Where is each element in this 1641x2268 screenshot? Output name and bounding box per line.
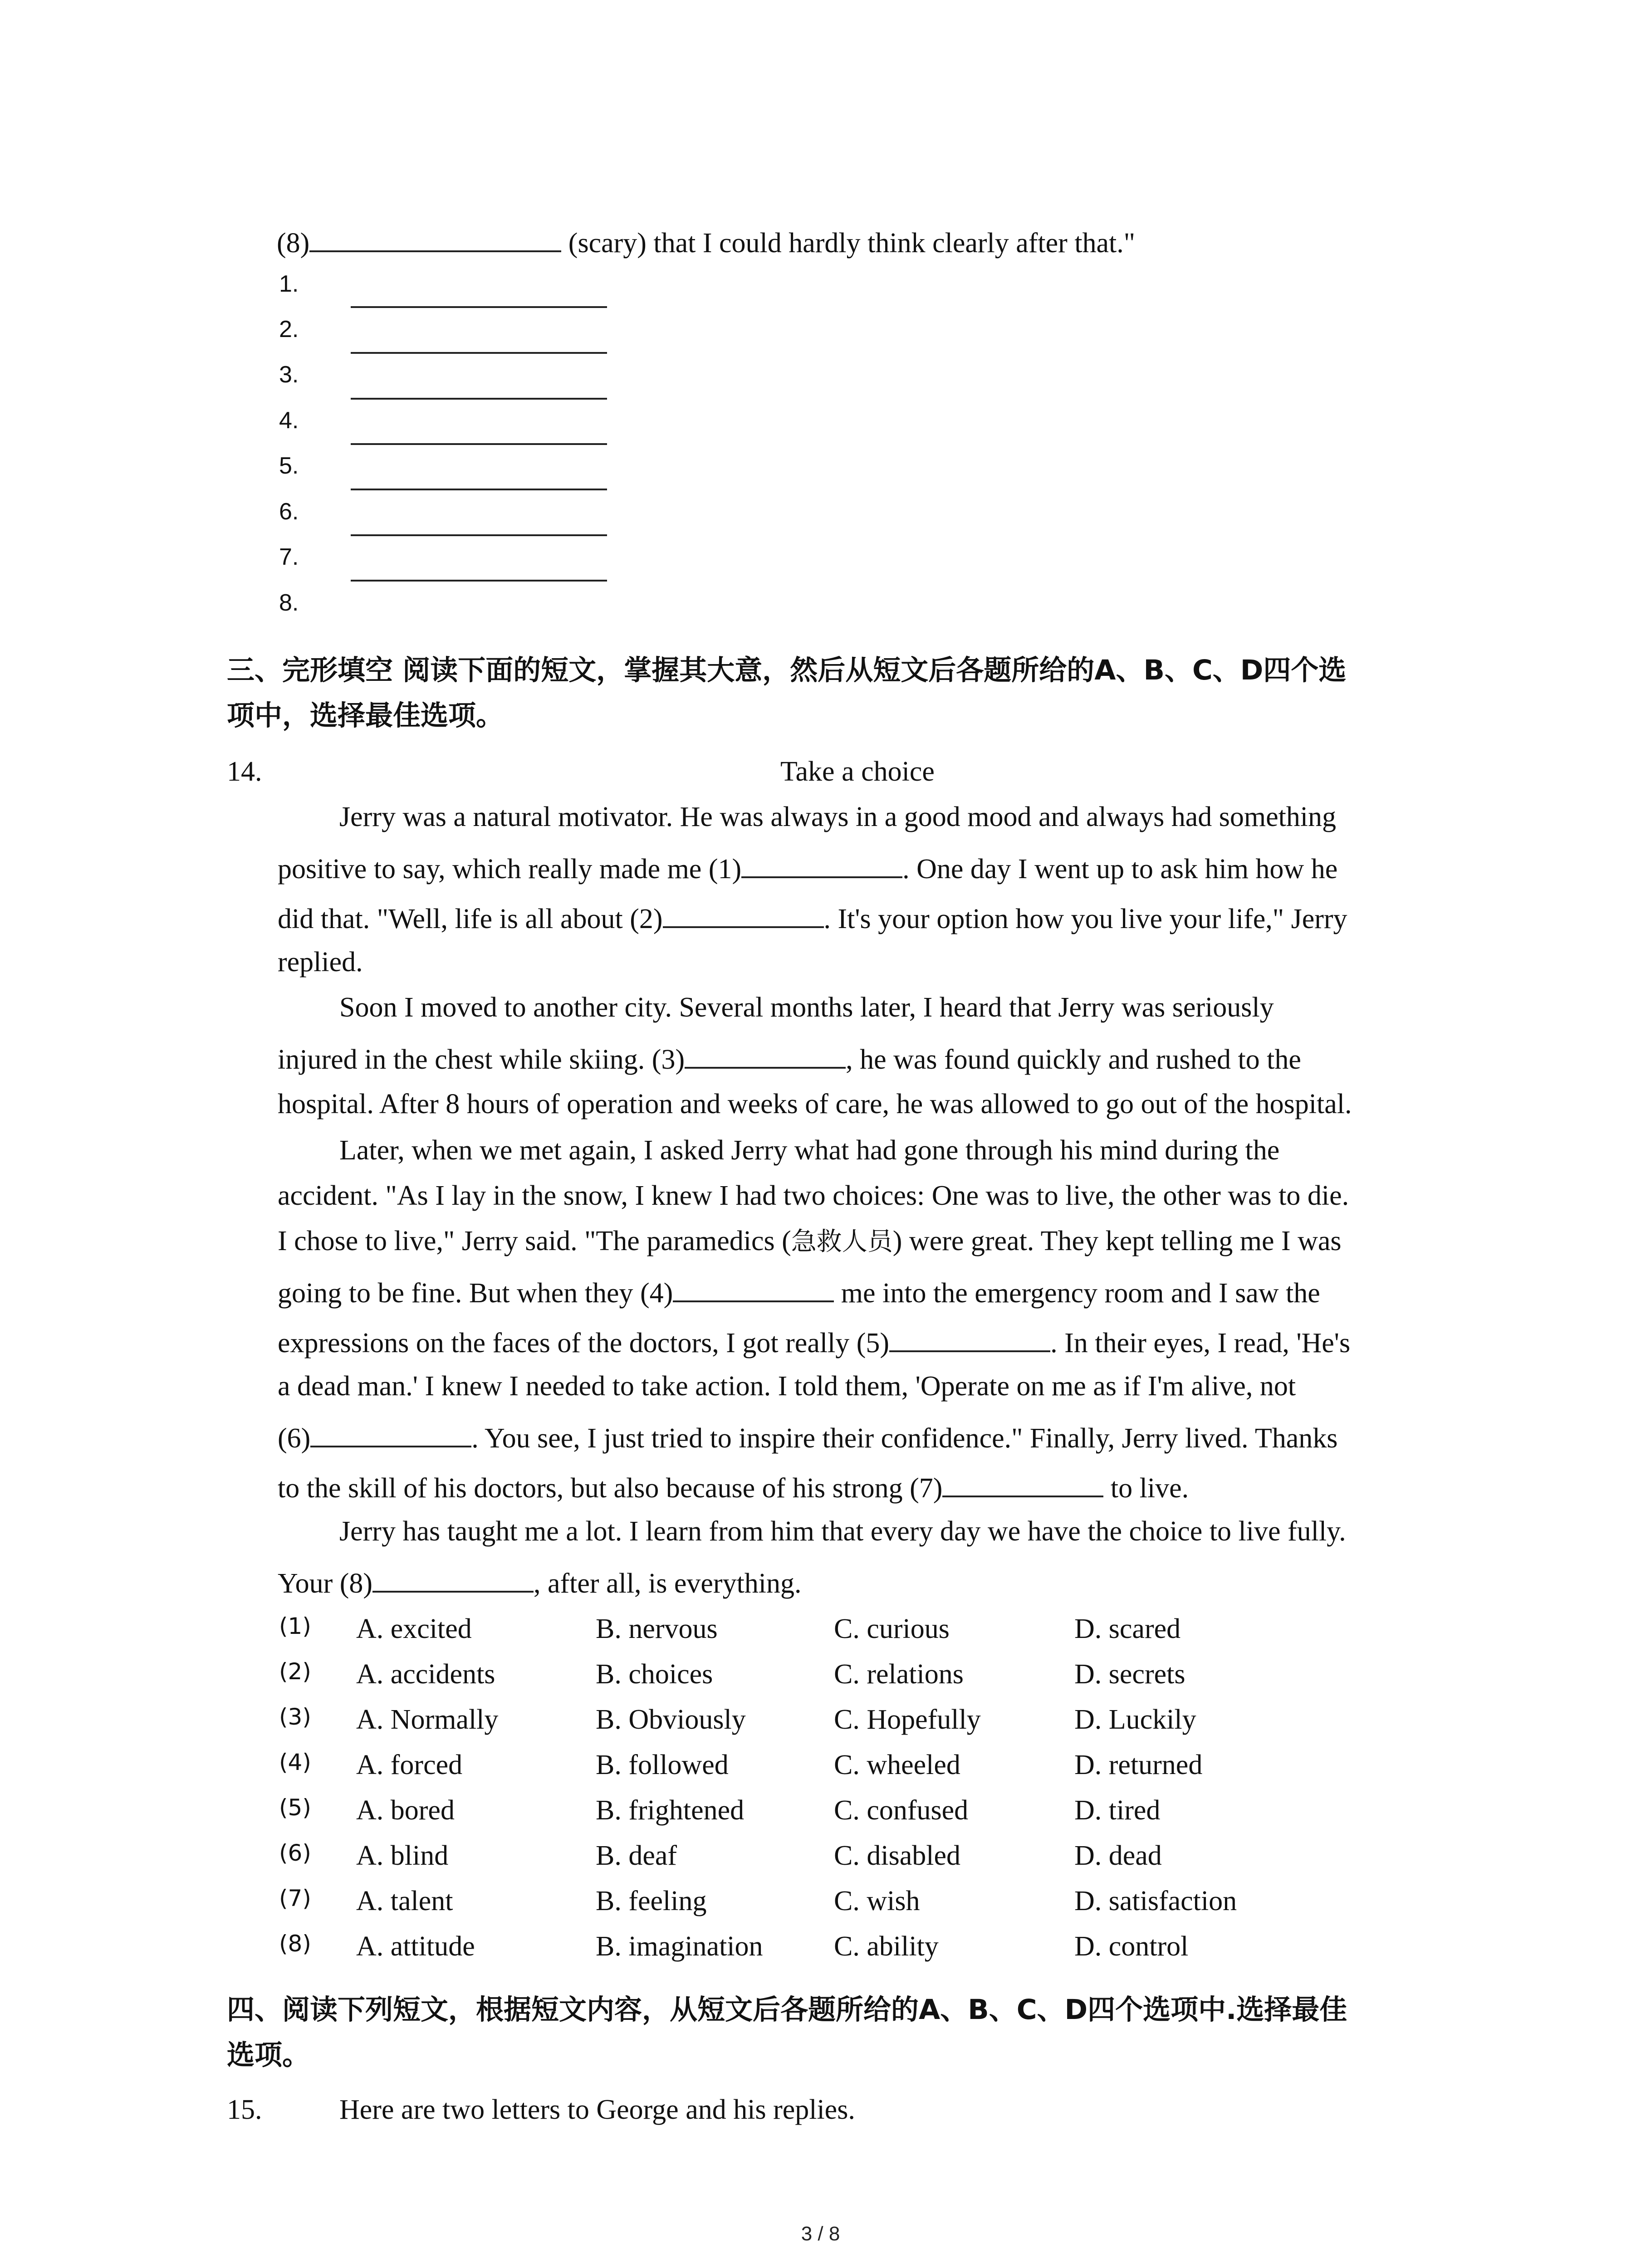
cloze-blank-5[interactable] — [889, 1327, 1050, 1352]
passage-text: . You see, I just tried to inspire their confidence." Finally, Jerry lived. Thanks — [471, 1423, 1338, 1454]
passage-line — [278, 1043, 1301, 1074]
option-a[interactable]: A. forced — [356, 1750, 463, 1780]
option-b[interactable]: B. feeling — [596, 1886, 707, 1916]
option-d[interactable]: D. returned — [1074, 1750, 1203, 1780]
option-d[interactable]: D. scared — [1074, 1613, 1181, 1644]
passage-text: injured in the chest while skiing. (3) — [278, 1044, 685, 1075]
option-c[interactable]: C. wish — [834, 1886, 920, 1916]
option-d[interactable]: D. tired — [1074, 1795, 1161, 1826]
option-row-number: (6) — [279, 1840, 311, 1866]
passage-line — [278, 1422, 1337, 1452]
q13-tail-text: (scary) that I could hardly think clearly after that." — [561, 228, 1136, 259]
passage-line — [278, 903, 1347, 933]
passage-line: hospital. After 8 hours of operation and weeks of care, he was allowed to go out of the hospital. — [278, 1089, 1352, 1119]
cloze-blank-3[interactable] — [685, 1043, 846, 1069]
passage-line: accident. "As I lay in the snow, I knew I had two choices: One was to live, the other was to die. — [278, 1180, 1349, 1211]
option-row-number: (2) — [279, 1658, 311, 1685]
answer-number-8: 8. — [279, 590, 299, 616]
option-d[interactable]: D. secrets — [1074, 1659, 1185, 1690]
q13-blank-number: (8) — [277, 228, 310, 259]
option-row-number: (3) — [279, 1704, 311, 1730]
q13-blank-8[interactable] — [309, 227, 561, 252]
passage-text: . It's your option how you live your life," Jerry — [823, 904, 1347, 934]
cloze-blank-1[interactable] — [741, 853, 902, 878]
passage-line: a dead man.' I knew I needed to take action. I told them, 'Operate on me as if I'm alive, not — [278, 1371, 1296, 1402]
answer-number-5: 5. — [279, 453, 299, 479]
option-row-number: (8) — [279, 1931, 311, 1957]
option-b[interactable]: B. followed — [596, 1750, 729, 1780]
answer-line-1[interactable] — [351, 306, 607, 308]
option-c[interactable]: C. relations — [834, 1659, 964, 1690]
option-b[interactable]: B. deaf — [596, 1840, 677, 1871]
answer-line-3[interactable] — [351, 398, 607, 400]
option-c[interactable]: C. Hopefully — [834, 1704, 981, 1735]
q15-number: 15. — [227, 2094, 262, 2125]
option-row-number: (7) — [279, 1885, 311, 1911]
cloze-blank-4[interactable] — [673, 1277, 834, 1302]
option-c[interactable]: C. curious — [834, 1613, 950, 1644]
passage-line — [278, 1277, 1320, 1307]
passage-text: , after all, is everything. — [534, 1568, 802, 1599]
option-a[interactable]: A. attitude — [356, 1931, 475, 1962]
passage-text: (6) — [278, 1423, 311, 1454]
answer-number-1: 1. — [279, 271, 299, 297]
passage-line: Jerry was a natural motivator. He was always in a good mood and always had something — [339, 802, 1337, 832]
passage-line — [278, 1227, 1342, 1255]
option-d[interactable]: D. control — [1074, 1931, 1189, 1962]
passage-text: to the skill of his doctors, but also because of his strong (7) — [278, 1473, 943, 1504]
passage-line: Soon I moved to another city. Several months later, I heard that Jerry was seriously — [339, 992, 1274, 1023]
section4-heading-line1: 四、阅读下列短文，根据短文内容，从短文后各题所给的A、B、C、D四个选项中.选择最佳 — [227, 1994, 1347, 2026]
answer-line-4[interactable] — [351, 443, 607, 445]
passage-text: . One day I went up to ask him how he — [902, 854, 1338, 885]
option-b[interactable]: B. Obviously — [596, 1704, 746, 1735]
passage-line: replied. — [278, 947, 363, 978]
answer-number-6: 6. — [279, 499, 299, 525]
passage-text: Your (8) — [278, 1568, 373, 1599]
answer-line-6[interactable] — [351, 534, 607, 536]
option-b[interactable]: B. choices — [596, 1659, 713, 1690]
option-c[interactable]: C. wheeled — [834, 1750, 960, 1780]
option-a[interactable]: A. talent — [356, 1886, 453, 1916]
chinese-gloss: 急救人员 — [791, 1227, 893, 1256]
section4-heading-line2: 选项。 — [227, 2039, 310, 2071]
answer-line-7[interactable] — [351, 580, 607, 582]
answer-number-7: 7. — [279, 544, 299, 570]
passage-line — [278, 1567, 802, 1598]
q15-text: Here are two letters to George and his replies. — [339, 2094, 855, 2125]
option-row-number: (4) — [279, 1749, 311, 1775]
q13-last-line — [277, 227, 1135, 257]
passage-line — [278, 1472, 1189, 1502]
section3-heading-line1: 三、完形填空 阅读下面的短文，掌握其大意，然后从短文后各题所给的A、B、C、D四个选 — [227, 654, 1347, 686]
q14-number: 14. — [227, 756, 262, 787]
option-d[interactable]: D. Luckily — [1074, 1704, 1196, 1735]
passage-line — [278, 1327, 1350, 1357]
option-b[interactable]: B. nervous — [596, 1613, 718, 1644]
passage-line: Jerry has taught me a lot. I learn from him that every day we have the choice to live fully. — [339, 1516, 1346, 1547]
option-a[interactable]: A. excited — [356, 1613, 472, 1644]
passage-text: expressions on the faces of the doctors, I got really (5) — [278, 1328, 890, 1359]
option-b[interactable]: B. frightened — [596, 1795, 745, 1826]
option-d[interactable]: D. satisfaction — [1074, 1886, 1237, 1916]
option-c[interactable]: C. disabled — [834, 1840, 960, 1871]
passage-text: me into the emergency room and I saw the — [834, 1278, 1320, 1309]
option-row-number: (5) — [279, 1794, 311, 1821]
option-b[interactable]: B. imagination — [596, 1931, 763, 1962]
option-a[interactable]: A. bored — [356, 1795, 455, 1826]
passage-text: positive to say, which really made me (1) — [278, 854, 742, 885]
passage-text: . In their eyes, I read, 'He's — [1050, 1328, 1351, 1359]
answer-number-4: 4. — [279, 407, 299, 434]
option-a[interactable]: A. Normally — [356, 1704, 499, 1735]
option-c[interactable]: C. confused — [834, 1795, 969, 1826]
passage-text: to live. — [1103, 1473, 1189, 1504]
q14-title: Take a choice — [780, 756, 935, 787]
passage-line: Later, when we met again, I asked Jerry what had gone through his mind during the — [339, 1135, 1280, 1166]
passage-line — [278, 853, 1337, 883]
option-a[interactable]: A. accidents — [356, 1659, 495, 1690]
answer-line-2[interactable] — [351, 352, 607, 354]
cloze-blank-6[interactable] — [310, 1422, 471, 1447]
passage-text: ) were great. They kept telling me I was — [892, 1226, 1342, 1256]
option-d[interactable]: D. dead — [1074, 1840, 1162, 1871]
passage-text: I chose to live," Jerry said. "The paramedics ( — [278, 1226, 791, 1256]
passage-text: did that. "Well, life is all about (2) — [278, 904, 663, 934]
passage-text: going to be fine. But when they (4) — [278, 1278, 673, 1309]
passage-text: , he was found quickly and rushed to the — [846, 1044, 1301, 1075]
option-c[interactable]: C. ability — [834, 1931, 939, 1962]
cloze-blank-7[interactable] — [942, 1472, 1103, 1497]
answer-number-2: 2. — [279, 316, 299, 342]
answer-line-5[interactable] — [351, 489, 607, 490]
cloze-blank-8[interactable] — [372, 1567, 534, 1593]
page-number: 3 / 8 — [801, 2223, 840, 2245]
option-a[interactable]: A. blind — [356, 1840, 449, 1871]
cloze-blank-2[interactable] — [663, 903, 824, 928]
option-row-number: (1) — [279, 1613, 311, 1639]
answer-number-3: 3. — [279, 362, 299, 388]
section3-heading-line2: 项中，选择最佳选项。 — [227, 699, 504, 732]
